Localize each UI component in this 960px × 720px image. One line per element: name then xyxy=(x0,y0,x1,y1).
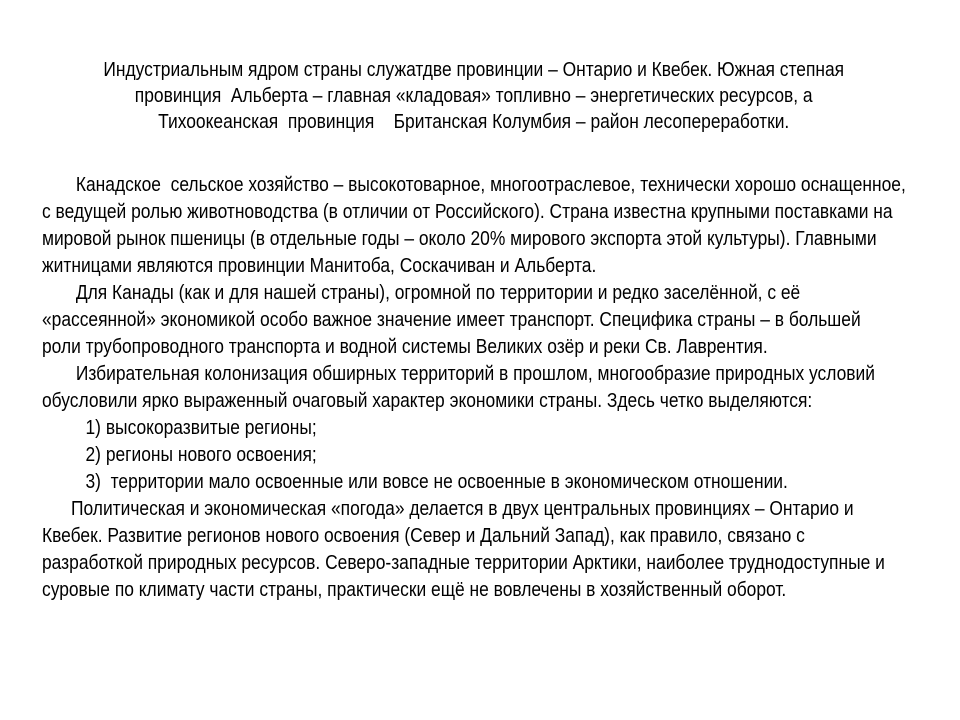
text-line: Политическая и экономическая «погода» делается в двух центральных провинциях – Онтарио и xyxy=(42,498,854,520)
text-line: роли трубопроводного транспорта и водной системы Великих озёр и реки Св. Лаврентия. xyxy=(42,336,768,358)
text-line: разработкой природных ресурсов. Северо-западные территории Арктики, наиболее труднодоступные и xyxy=(42,552,885,574)
text-line: Индустриальным ядром страны служатдве провинции – Онтарио и Квебек. Южная степная xyxy=(103,59,845,81)
text-line: мировой рынок пшеницы (в отдельные годы – около 20% мирового экспорта этой культуры). Главными xyxy=(42,228,877,250)
text-line: Канадское сельское хозяйство – высокотоварное, многоотраслевое, технически хорошо оснащенное, xyxy=(42,174,906,196)
text-line: житницами являются провинции Манитоба, Соскачиван и Альберта. xyxy=(42,255,597,277)
text-line: Тихоокеанская провинция Британская Колумбия – район лесопереработки. xyxy=(158,111,790,133)
text-line: Квебек. Развитие регионов нового освоения (Север и Дальний Запад), как правило, связано с xyxy=(42,525,805,547)
text-line: провинция Альберта – главная «кладовая» топливно – энергетических ресурсов, а xyxy=(134,85,813,107)
text-line: «рассеянной» экономикой особо важное значение имеет транспорт. Специфика страны – в большей xyxy=(42,309,861,331)
text-line: суровые по климату части страны, практически ещё не вовлечены в хозяйственный оборот. xyxy=(42,579,787,601)
intro-paragraph xyxy=(0,57,947,135)
text-line: обусловили ярко выраженный очаговый характер экономики страны. Здесь четко выделяются: xyxy=(42,390,813,412)
list-item-1: 1) высокоразвитые регионы; xyxy=(42,417,317,439)
text-line: с ведущей ролью животноводства (в отличии от Российского). Страна известна крупными поставками на xyxy=(42,201,893,223)
text-line: Избирательная колонизация обширных территорий в прошлом, многообразие природных условий xyxy=(42,363,875,385)
list-item-2: 2) регионы нового освоения; xyxy=(42,444,317,466)
text-line: Для Канады (как и для нашей страны), огромной по территории и редко заселённой, с её xyxy=(42,282,801,304)
body-text xyxy=(42,172,960,604)
list-item-3: 3) территории мало освоенные или вовсе не освоенные в экономическом отношении. xyxy=(42,471,788,493)
